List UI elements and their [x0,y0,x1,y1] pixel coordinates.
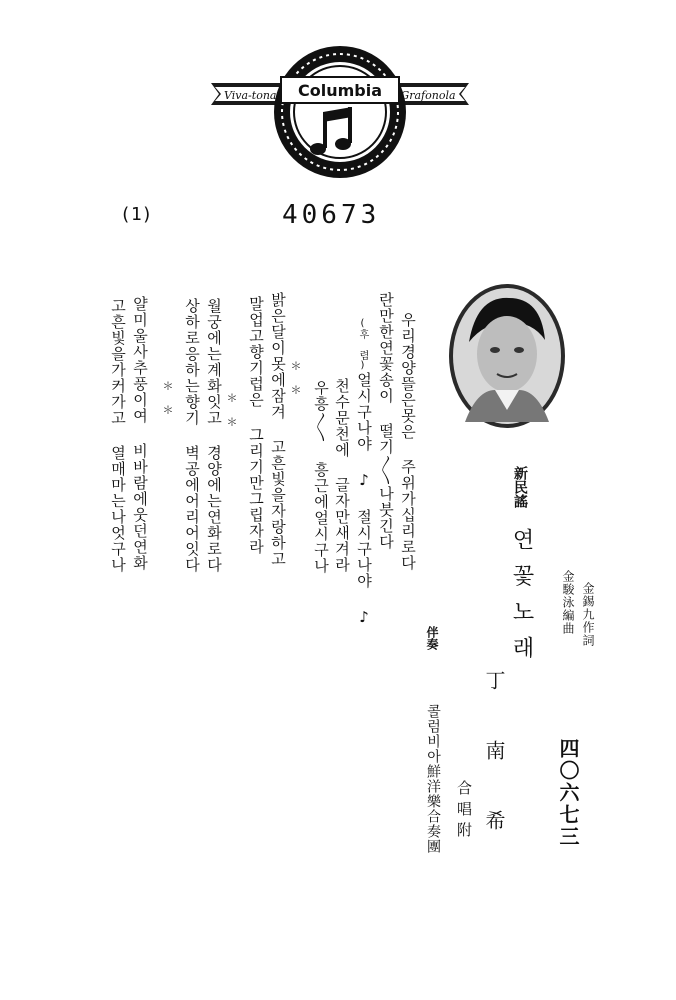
composer-credit: 金駿泳編曲 [561,570,575,635]
singer-portrait [447,282,567,430]
genre-label: 新民謠 [512,466,528,508]
lyric-line: 고흔빛을가커가고 열매마는나엇구나 [109,298,127,573]
lyric-line: 천수문천에 글자만새겨라 [333,378,351,573]
lyric-line: 얄미울사추풍이여 비바람에웃던연화 [131,296,149,571]
lyric-line: 밝은달이못에잠겨 고흔빛을자랑하고 [269,292,287,567]
lyric-line: 우리경양뜰은못은 주위가십리로다 [399,312,417,571]
catalog-number-hanja: 四〇六七三 [556,738,580,848]
brand-name: Columbia [297,81,383,100]
left-ribbon-text: Viva-tonal [224,89,280,102]
lyric-line: 란만한연꽃송이 떨기〳〵나붓긴다 [377,292,395,550]
accompaniment-name: 콜럼비아鮮洋樂合奏團 [425,704,441,854]
refrain-label: (후 렴) [357,318,368,371]
singer-name: 丁南希 [482,670,506,880]
separator: ＊ ＊ [161,380,174,415]
lyric-line: 말업고향기럽은 그리기만그립자라 [247,296,265,555]
accompaniment-label: 伴奏 [425,626,439,650]
lyricist-credit: 金錫九作詞 [581,582,595,647]
singer-note: 合唱附 [455,780,473,843]
lyric-line: 월궁에는계화잇고 경양에는연화로다 [205,298,223,573]
columbia-logo [205,45,475,180]
lyric-line: 우흥〳〵 흥근에얼시구나 [312,380,330,574]
record-number: 40673 [282,200,381,230]
lyric-line: 얼시구나야 ♪ 절시구나야 ♪ [355,372,373,627]
separator: ＊ ＊ [225,392,238,427]
lyric-line: 상하로응하는향기 벽공에어리어잇다 [183,298,201,573]
side-number: (1) [120,204,153,225]
right-ribbon-text: Grafonola [400,89,456,102]
song-title: 연꽃노래 [509,528,534,672]
separator: ＊ ＊ [289,360,302,395]
